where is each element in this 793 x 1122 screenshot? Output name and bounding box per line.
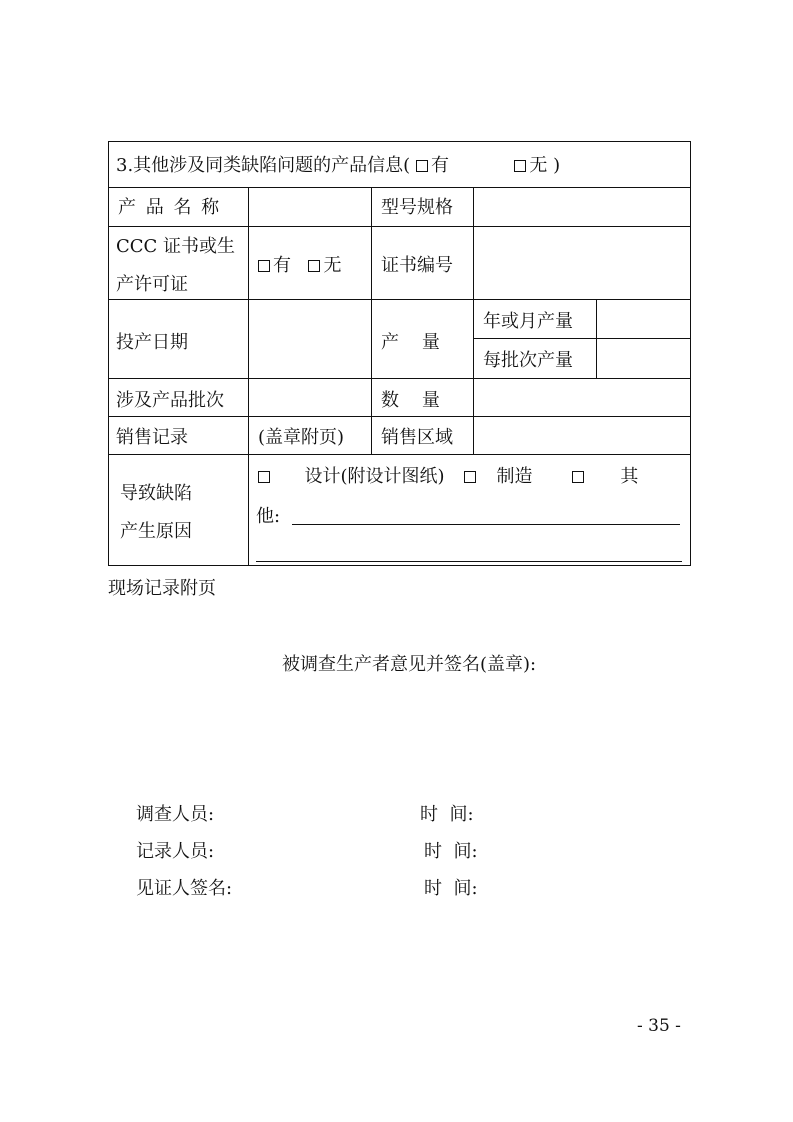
cause-other-label-2: 他: [256, 506, 281, 527]
ccc-label-line1: CCC 证书或生 [116, 236, 236, 257]
other-cause-line-2[interactable] [256, 561, 682, 562]
sales-record-attach: (盖章附页) [258, 427, 345, 448]
investigator-label: 调查人员: [136, 804, 215, 825]
table-rule [108, 299, 691, 300]
checkbox-no[interactable] [514, 160, 526, 172]
table-rule [108, 226, 691, 227]
witness-time-label: 时 间: [424, 878, 478, 899]
cert-no-label: 证书编号 [381, 255, 453, 276]
batches-label: 涉及产品批次 [116, 390, 224, 411]
option-no-label: 无 [529, 155, 548, 176]
start-date-label: 投产日期 [116, 332, 188, 353]
checkbox-yes[interactable] [416, 160, 428, 172]
table-rule [108, 378, 691, 379]
checkbox-other[interactable] [572, 471, 584, 483]
table-rule [473, 187, 474, 454]
ccc-no-label: 无 [323, 255, 342, 276]
ccc-label-line2: 产许可证 [116, 274, 188, 295]
table-rule [473, 338, 691, 339]
ccc-options [258, 257, 341, 275]
cause-label-line2: 产生原因 [120, 521, 192, 542]
table-rule [108, 187, 691, 188]
table-rule [108, 416, 691, 417]
cause-manufacture-label: 制造 [496, 466, 533, 487]
site-record-attachment: 现场记录附页 [108, 578, 216, 599]
table-rule [248, 187, 249, 566]
checkbox-ccc-no[interactable] [308, 260, 320, 272]
sales-record-label: 销售记录 [116, 427, 188, 448]
table-rule [371, 187, 372, 454]
model-spec-label: 型号规格 [381, 197, 453, 218]
cause-design-label: 设计(附设计图纸) [304, 466, 445, 487]
witness-signature-label: 见证人签名: [136, 878, 233, 899]
recorder-label: 记录人员: [136, 841, 215, 862]
quantity-label: 数 量 [381, 390, 440, 411]
section-title: 3.其他涉及同类缺陷问题的产品信息( [116, 155, 411, 176]
ccc-yes-label: 有 [273, 255, 291, 276]
product-name-label: 产 品 名 称 [118, 197, 222, 218]
other-cause-line[interactable] [292, 524, 680, 525]
section-close: ) [553, 155, 561, 176]
option-yes-label: 有 [430, 155, 449, 176]
page-number: - 35 - [637, 1016, 681, 1036]
checkbox-ccc-yes[interactable] [258, 260, 270, 272]
table-rule [596, 299, 597, 378]
sales-region-label: 销售区域 [381, 427, 453, 448]
investigator-time-label: 时 间: [420, 804, 474, 825]
output-batch-label: 每批次产量 [483, 350, 573, 371]
checkbox-manufacture[interactable] [464, 471, 476, 483]
section-header [116, 157, 560, 175]
cause-options [258, 468, 638, 486]
producer-opinion-label: 被调查生产者意见并签名(盖章): [282, 654, 537, 675]
table-rule [108, 454, 691, 455]
checkbox-design[interactable] [258, 471, 270, 483]
cause-other-label-1: 其 [620, 466, 639, 487]
output-label: 产 量 [381, 332, 440, 353]
output-year-month-label: 年或月产量 [483, 311, 573, 332]
cause-label-line1: 导致缺陷 [120, 483, 192, 504]
recorder-time-label: 时 间: [424, 841, 478, 862]
